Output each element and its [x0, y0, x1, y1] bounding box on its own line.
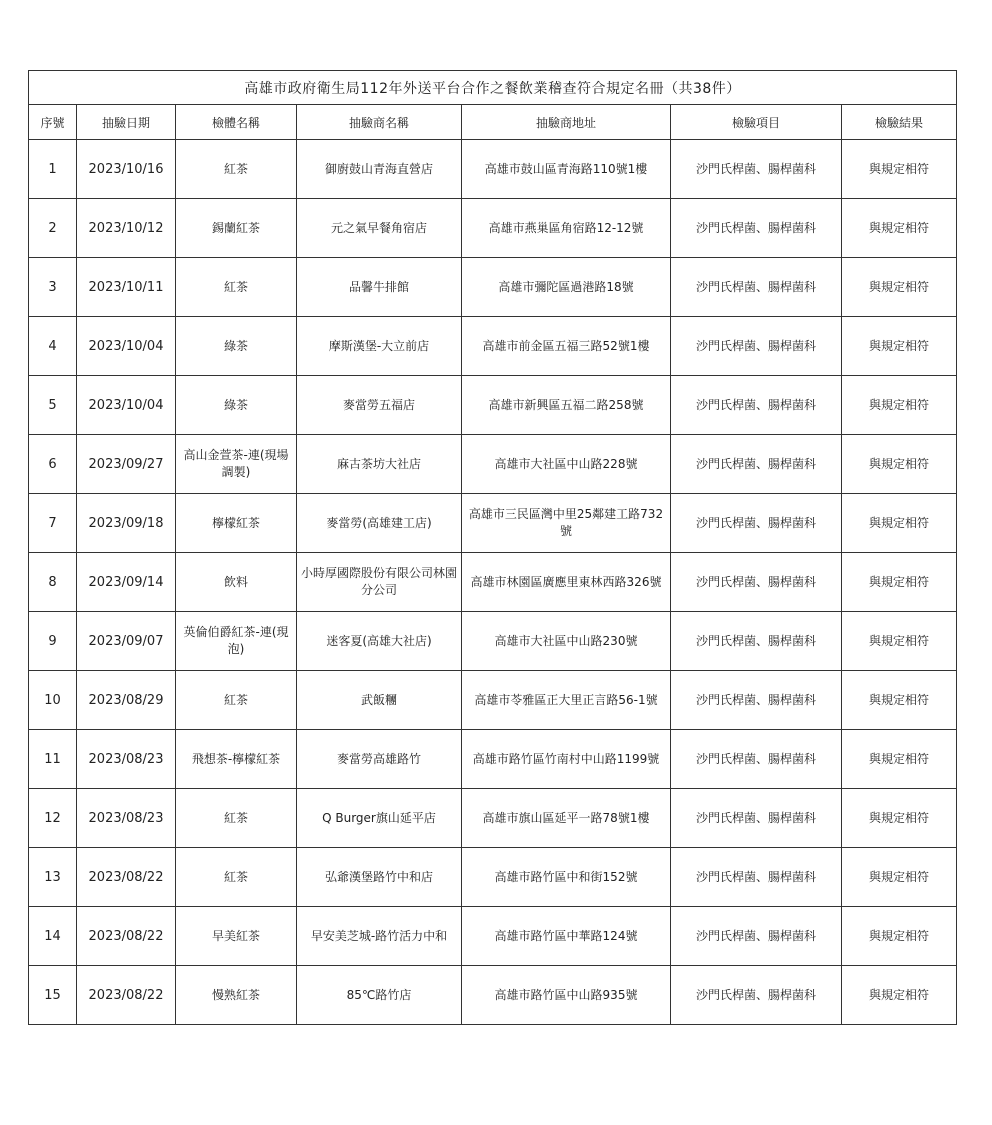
cell-vendor: 麻古茶坊大社店: [297, 435, 462, 494]
cell-date: 2023/08/22: [77, 966, 176, 1025]
cell-date: 2023/08/23: [77, 789, 176, 848]
table-row: [29, 494, 957, 553]
cell-vendor: 品馨牛排館: [297, 258, 462, 317]
cell-serial: 1: [29, 140, 77, 199]
table-row: [29, 199, 957, 258]
cell-serial: 8: [29, 553, 77, 612]
cell-address: 高雄市林園區廣應里東林西路326號: [462, 553, 671, 612]
cell-date: 2023/10/11: [77, 258, 176, 317]
cell-date: 2023/09/27: [77, 435, 176, 494]
cell-serial: 5: [29, 376, 77, 435]
cell-vendor: 85℃路竹店: [297, 966, 462, 1025]
cell-result: 與規定相符: [842, 612, 957, 671]
cell-test-items: 沙門氏桿菌、腸桿菌科: [671, 848, 842, 907]
cell-sample: 高山金萱茶-連(現場調製): [176, 435, 297, 494]
cell-vendor: 弘爺漢堡路竹中和店: [297, 848, 462, 907]
cell-serial: 6: [29, 435, 77, 494]
cell-test-items: 沙門氏桿菌、腸桿菌科: [671, 789, 842, 848]
cell-vendor: 武飯糰: [297, 671, 462, 730]
cell-test-items: 沙門氏桿菌、腸桿菌科: [671, 317, 842, 376]
table-row: [29, 258, 957, 317]
cell-date: 2023/09/18: [77, 494, 176, 553]
table-row: [29, 848, 957, 907]
cell-sample: 紅茶: [176, 258, 297, 317]
cell-test-items: 沙門氏桿菌、腸桿菌科: [671, 435, 842, 494]
cell-result: 與規定相符: [842, 258, 957, 317]
cell-test-items: 沙門氏桿菌、腸桿菌科: [671, 907, 842, 966]
table-row: [29, 435, 957, 494]
cell-serial: 11: [29, 730, 77, 789]
cell-serial: 12: [29, 789, 77, 848]
cell-address: 高雄市新興區五福二路258號: [462, 376, 671, 435]
cell-result: 與規定相符: [842, 671, 957, 730]
cell-address: 高雄市燕巢區角宿路12-12號: [462, 199, 671, 258]
cell-serial: 3: [29, 258, 77, 317]
cell-address: 高雄市前金區五福三路52號1樓: [462, 317, 671, 376]
cell-sample: 綠茶: [176, 376, 297, 435]
cell-vendor: Q Burger旗山延平店: [297, 789, 462, 848]
cell-result: 與規定相符: [842, 494, 957, 553]
cell-result: 與規定相符: [842, 966, 957, 1025]
cell-result: 與規定相符: [842, 317, 957, 376]
cell-date: 2023/10/16: [77, 140, 176, 199]
cell-sample: 慢熟紅茶: [176, 966, 297, 1025]
table-row: [29, 907, 957, 966]
cell-serial: 15: [29, 966, 77, 1025]
cell-serial: 7: [29, 494, 77, 553]
cell-address: 高雄市大社區中山路228號: [462, 435, 671, 494]
cell-test-items: 沙門氏桿菌、腸桿菌科: [671, 612, 842, 671]
table-row: [29, 730, 957, 789]
cell-result: 與規定相符: [842, 907, 957, 966]
cell-result: 與規定相符: [842, 848, 957, 907]
cell-address: 高雄市苓雅區正大里正言路56-1號: [462, 671, 671, 730]
column-header-date: 抽驗日期: [77, 105, 176, 140]
cell-test-items: 沙門氏桿菌、腸桿菌科: [671, 199, 842, 258]
cell-sample: 飲料: [176, 553, 297, 612]
table-row: [29, 671, 957, 730]
cell-vendor: 迷客夏(高雄大社店): [297, 612, 462, 671]
column-header-test-items: 檢驗項目: [671, 105, 842, 140]
cell-address: 高雄市彌陀區過港路18號: [462, 258, 671, 317]
cell-date: 2023/10/04: [77, 376, 176, 435]
cell-date: 2023/10/04: [77, 317, 176, 376]
cell-address: 高雄市路竹區中華路124號: [462, 907, 671, 966]
inspection-report-sheet: [28, 70, 956, 1025]
cell-sample: 紅茶: [176, 140, 297, 199]
cell-address: 高雄市大社區中山路230號: [462, 612, 671, 671]
column-header-vendor: 抽驗商名稱: [297, 105, 462, 140]
cell-sample: 早美紅茶: [176, 907, 297, 966]
cell-date: 2023/10/12: [77, 199, 176, 258]
cell-sample: 紅茶: [176, 671, 297, 730]
cell-test-items: 沙門氏桿菌、腸桿菌科: [671, 553, 842, 612]
cell-sample: 紅茶: [176, 789, 297, 848]
cell-vendor: 麥當勞高雄路竹: [297, 730, 462, 789]
cell-test-items: 沙門氏桿菌、腸桿菌科: [671, 671, 842, 730]
cell-vendor: 御廚鼓山青海直營店: [297, 140, 462, 199]
cell-test-items: 沙門氏桿菌、腸桿菌科: [671, 376, 842, 435]
cell-vendor: 小時厚國際股份有限公司林園分公司: [297, 553, 462, 612]
header-row: [29, 105, 957, 140]
cell-test-items: 沙門氏桿菌、腸桿菌科: [671, 494, 842, 553]
cell-result: 與規定相符: [842, 789, 957, 848]
table-row: [29, 376, 957, 435]
cell-result: 與規定相符: [842, 199, 957, 258]
cell-serial: 13: [29, 848, 77, 907]
cell-date: 2023/08/23: [77, 730, 176, 789]
cell-date: 2023/08/22: [77, 907, 176, 966]
cell-date: 2023/08/29: [77, 671, 176, 730]
cell-test-items: 沙門氏桿菌、腸桿菌科: [671, 730, 842, 789]
column-header-address: 抽驗商地址: [462, 105, 671, 140]
cell-test-items: 沙門氏桿菌、腸桿菌科: [671, 140, 842, 199]
cell-address: 高雄市路竹區中和街152號: [462, 848, 671, 907]
cell-vendor: 元之氣早餐角宿店: [297, 199, 462, 258]
cell-sample: 檸檬紅茶: [176, 494, 297, 553]
cell-serial: 9: [29, 612, 77, 671]
cell-date: 2023/08/22: [77, 848, 176, 907]
column-header-sample: 檢體名稱: [176, 105, 297, 140]
cell-address: 高雄市路竹區竹南村中山路1199號: [462, 730, 671, 789]
cell-serial: 4: [29, 317, 77, 376]
cell-vendor: 麥當勞五福店: [297, 376, 462, 435]
table-row: [29, 612, 957, 671]
cell-test-items: 沙門氏桿菌、腸桿菌科: [671, 258, 842, 317]
cell-date: 2023/09/07: [77, 612, 176, 671]
cell-serial: 10: [29, 671, 77, 730]
inspection-table: [28, 70, 957, 1025]
cell-result: 與規定相符: [842, 376, 957, 435]
table-body: [29, 140, 957, 1025]
column-header-serial: 序號: [29, 105, 77, 140]
cell-sample: 紅茶: [176, 848, 297, 907]
cell-address: 高雄市旗山區延平一路78號1樓: [462, 789, 671, 848]
cell-sample: 綠茶: [176, 317, 297, 376]
cell-sample: 飛想茶-檸檬紅茶: [176, 730, 297, 789]
cell-result: 與規定相符: [842, 435, 957, 494]
cell-serial: 2: [29, 199, 77, 258]
cell-test-items: 沙門氏桿菌、腸桿菌科: [671, 966, 842, 1025]
cell-sample: 英倫伯爵紅茶-連(現泡): [176, 612, 297, 671]
cell-result: 與規定相符: [842, 730, 957, 789]
report-title: 高雄市政府衛生局112年外送平台合作之餐飲業稽查符合規定名冊（共38件）: [29, 71, 957, 105]
cell-result: 與規定相符: [842, 553, 957, 612]
table-row: [29, 140, 957, 199]
cell-result: 與規定相符: [842, 140, 957, 199]
cell-date: 2023/09/14: [77, 553, 176, 612]
table-row: [29, 553, 957, 612]
column-header-result: 檢驗結果: [842, 105, 957, 140]
cell-address: 高雄市路竹區中山路935號: [462, 966, 671, 1025]
cell-vendor: 麥當勞(高雄建工店): [297, 494, 462, 553]
table-row: [29, 317, 957, 376]
cell-serial: 14: [29, 907, 77, 966]
cell-vendor: 早安美芝城-路竹活力中和: [297, 907, 462, 966]
cell-vendor: 摩斯漢堡-大立前店: [297, 317, 462, 376]
table-row: [29, 789, 957, 848]
table-row: [29, 966, 957, 1025]
cell-sample: 錫蘭紅茶: [176, 199, 297, 258]
cell-address: 高雄市三民區灣中里25鄰建工路732號: [462, 494, 671, 553]
cell-address: 高雄市鼓山區青海路110號1樓: [462, 140, 671, 199]
